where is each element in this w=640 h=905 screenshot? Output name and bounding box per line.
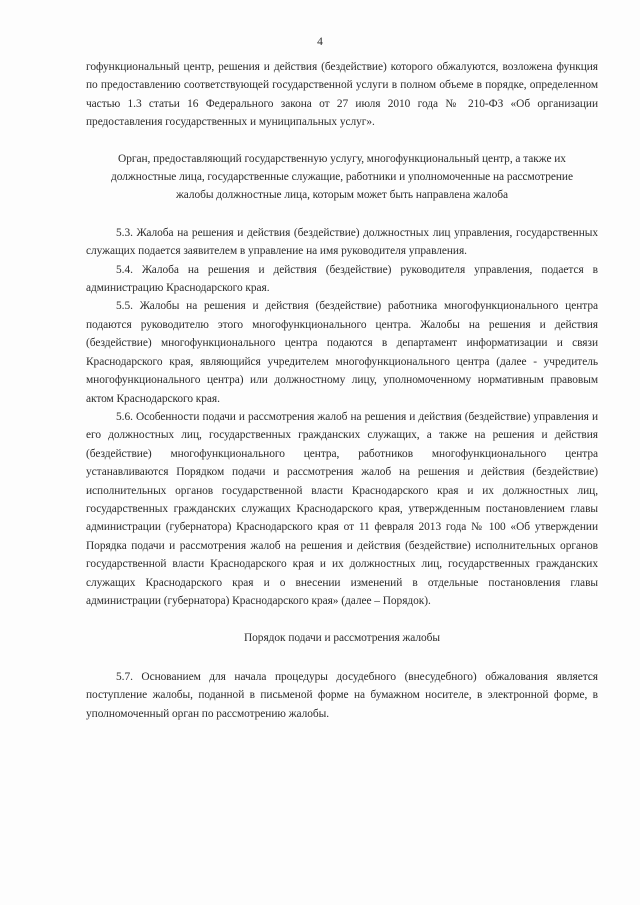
paragraph-5-5: 5.5. Жалобы на решения и действия (бездействие) работника многофункционального центра подаются руководителю этого многофункционального центра. Жалобы на решения и действия (бездействие) многофункционального центра подаются в департамент информатизации и связи Краснодарского края, являющийся учредителем многофункционального центра (далее - учредитель многофункционального центра) или должностному лицу, уполномоченному нормативным правовым актом Краснодарского края. <box>86 300 598 405</box>
paragraph-5-6: 5.6. Особенности подачи и рассмотрения жалоб на решения и действия (бездействие) управления и его должностных лиц, государственных гражданских служащих, а также на решения и действия (бездействие) многофункционального центра, работников многофункционального центра устанавливаются Порядком подачи и рассмотрения жалоб на решения и действия (бездействие) исполнительных органов государственной власти Краснодарского края и их должностных лиц, государственных гражданских служащих Краснодарского края, утвержденным постановлением главы администрации (губернатора) Краснодарского края от 11 февраля 2013 года № 100 «Об утверждении Порядка подачи и рассмотрения жалоб на решения и действия (бездействие) исполнительных органов государственной власти Краснодарского края и их должностных лиц, государственных гражданских служащих Краснодарского края и о внесении изменений в отдельные постановления главы администрации (губернатора) Краснодарского края» (далее – Порядок). <box>86 410 598 607</box>
page-number: 4 <box>317 36 323 48</box>
paragraph-5-7: 5.7. Основанием для начала процедуры досудебного (внесудебного) обжалования является поступление жалобы, поданной в письменой форме на бумажном носителе, в электронной форме, в уполномоченный орган по рассмотрению жалобы. <box>86 670 598 720</box>
paragraph-continuation: гофункциональный центр, решения и действия (бездействие) которого обжалуются, возложена функция по предоставлению соответствующей государственной услуги в полном объеме в порядке, определенном частью 1.3 статьи 16 Федерального закона от 27 июля 2010 года № 210-ФЗ «Об организации предоставления государственных и муниципальных услуг». <box>86 61 598 129</box>
paragraph-5-4: 5.4. Жалоба на решения и действия (бездействие) руководителя управления, подается в администрацию Краснодарского края. <box>86 263 598 295</box>
paragraph-5-3: 5.3. Жалоба на решения и действия (бездействие) должностных лиц управления, государственных служащих подается заявителем в управление на имя руководителя управления. <box>86 226 598 258</box>
section-heading-complaint-recipients: Орган, предоставляющий государственную услугу, многофункциональный центр, а также их должностные лица, государственные служащие, работники и уполномоченные на рассмотрение жалобы должностные лица, которым может быть направлена жалоба <box>111 152 573 202</box>
section-heading-complaint-procedure: Порядок подачи и рассмотрения жалобы <box>243 632 441 645</box>
document-body <box>86 58 598 723</box>
